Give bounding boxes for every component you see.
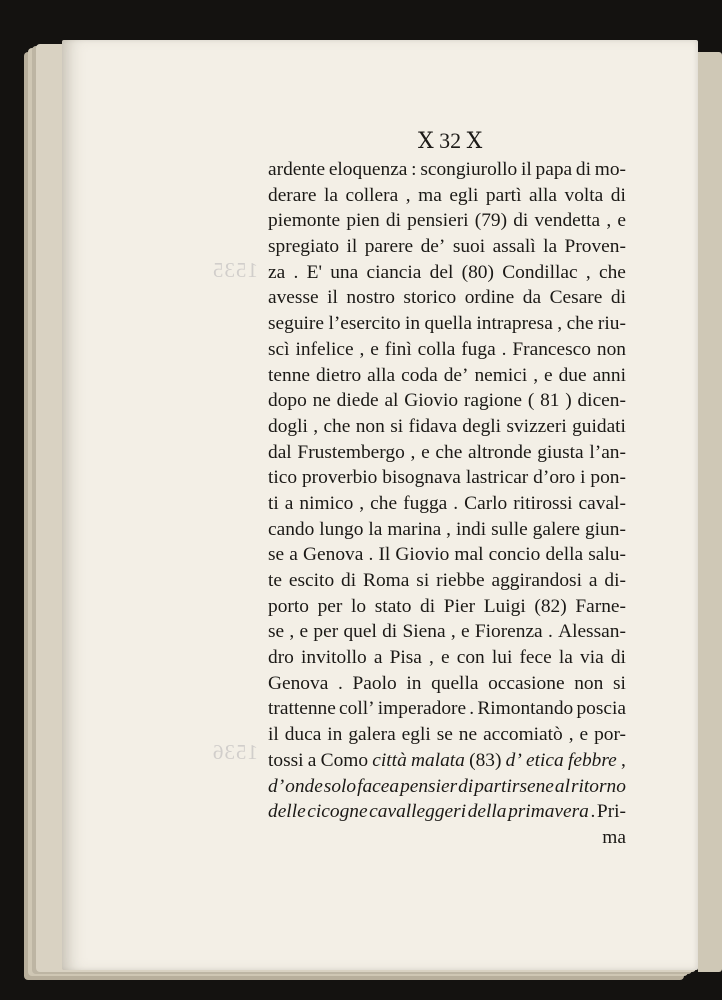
text-line: il duca in galera egli se ne accomiatò , e por- bbox=[268, 724, 626, 746]
text-line: cando lungo la marina , indi sulle galere giun- bbox=[268, 518, 626, 540]
text-line: dro invitollo a Pisa , e con lui fece la via di bbox=[268, 647, 626, 669]
text-line: se a Genova . Il Giovio mal concio della salu- bbox=[268, 544, 626, 566]
show-through-marginal-date: 1535 bbox=[212, 258, 258, 282]
text-line: spregiato il parere de’ suoi assalì la Proven- bbox=[268, 236, 626, 258]
text-line: tossi a Como città malata (83) d’ etica febbre , bbox=[268, 749, 626, 771]
facing-page-edge bbox=[698, 52, 722, 972]
text-line: d’ onde solo facea pensier di partirsene al ritorno bbox=[268, 775, 626, 797]
text-line: porto per lo stato di Pier Luigi (82) Farne- bbox=[268, 595, 626, 617]
page-header: Ⅹ 32 Ⅹ bbox=[418, 128, 483, 153]
text-line: delle cicogne cavalleggeri della primavera . Pri- bbox=[268, 801, 626, 823]
text-line: se , e per quel di Siena , e Fiorenza . Alessan- bbox=[268, 621, 626, 643]
text-line: dogli , che non si fidava degli svizzeri guidati bbox=[268, 415, 626, 437]
show-through-marginal-date: 1536 bbox=[212, 740, 258, 764]
text-line: tico proverbio bisognava lastricar d’oro i pon- bbox=[268, 467, 626, 489]
text-line: dopo ne diede al Giovio ragione ( 81 ) dicen- bbox=[268, 390, 626, 412]
catchword: ma bbox=[602, 826, 626, 848]
text-line: avesse il nostro storico ordine da Cesare di bbox=[268, 287, 626, 309]
text-line: dal Frustembergo , e che altronde giusta l’an- bbox=[268, 441, 626, 463]
text-line: piemonte pien di pensieri (79) di vendetta , e bbox=[268, 210, 626, 232]
text-line: scì infelice , e finì colla fuga . Francesco non bbox=[268, 338, 626, 360]
text-line: trattenne coll’ imperadore . Rimontando poscia bbox=[268, 698, 626, 720]
text-line: te escito di Roma si riebbe aggirandosi a di- bbox=[268, 570, 626, 591]
text-line: ardente eloquenza : scongiurollo il papa di mo- bbox=[268, 159, 626, 180]
text-line: seguire l’esercito in quella intrapresa , che riu- bbox=[268, 313, 626, 335]
text-line: za . E' una ciancia del (80) Condillac , che bbox=[268, 261, 626, 283]
body-text bbox=[268, 157, 626, 851]
text-line: derare la collera , ma egli partì alla volta di bbox=[268, 184, 626, 206]
text-line: Genova . Paolo in quella occasione non si bbox=[268, 672, 626, 694]
text-line: ti a nimico , che fugga . Carlo ritirossi caval- bbox=[268, 492, 626, 514]
text-line: tenne dietro alla coda de’ nemici , e due anni bbox=[268, 364, 626, 386]
